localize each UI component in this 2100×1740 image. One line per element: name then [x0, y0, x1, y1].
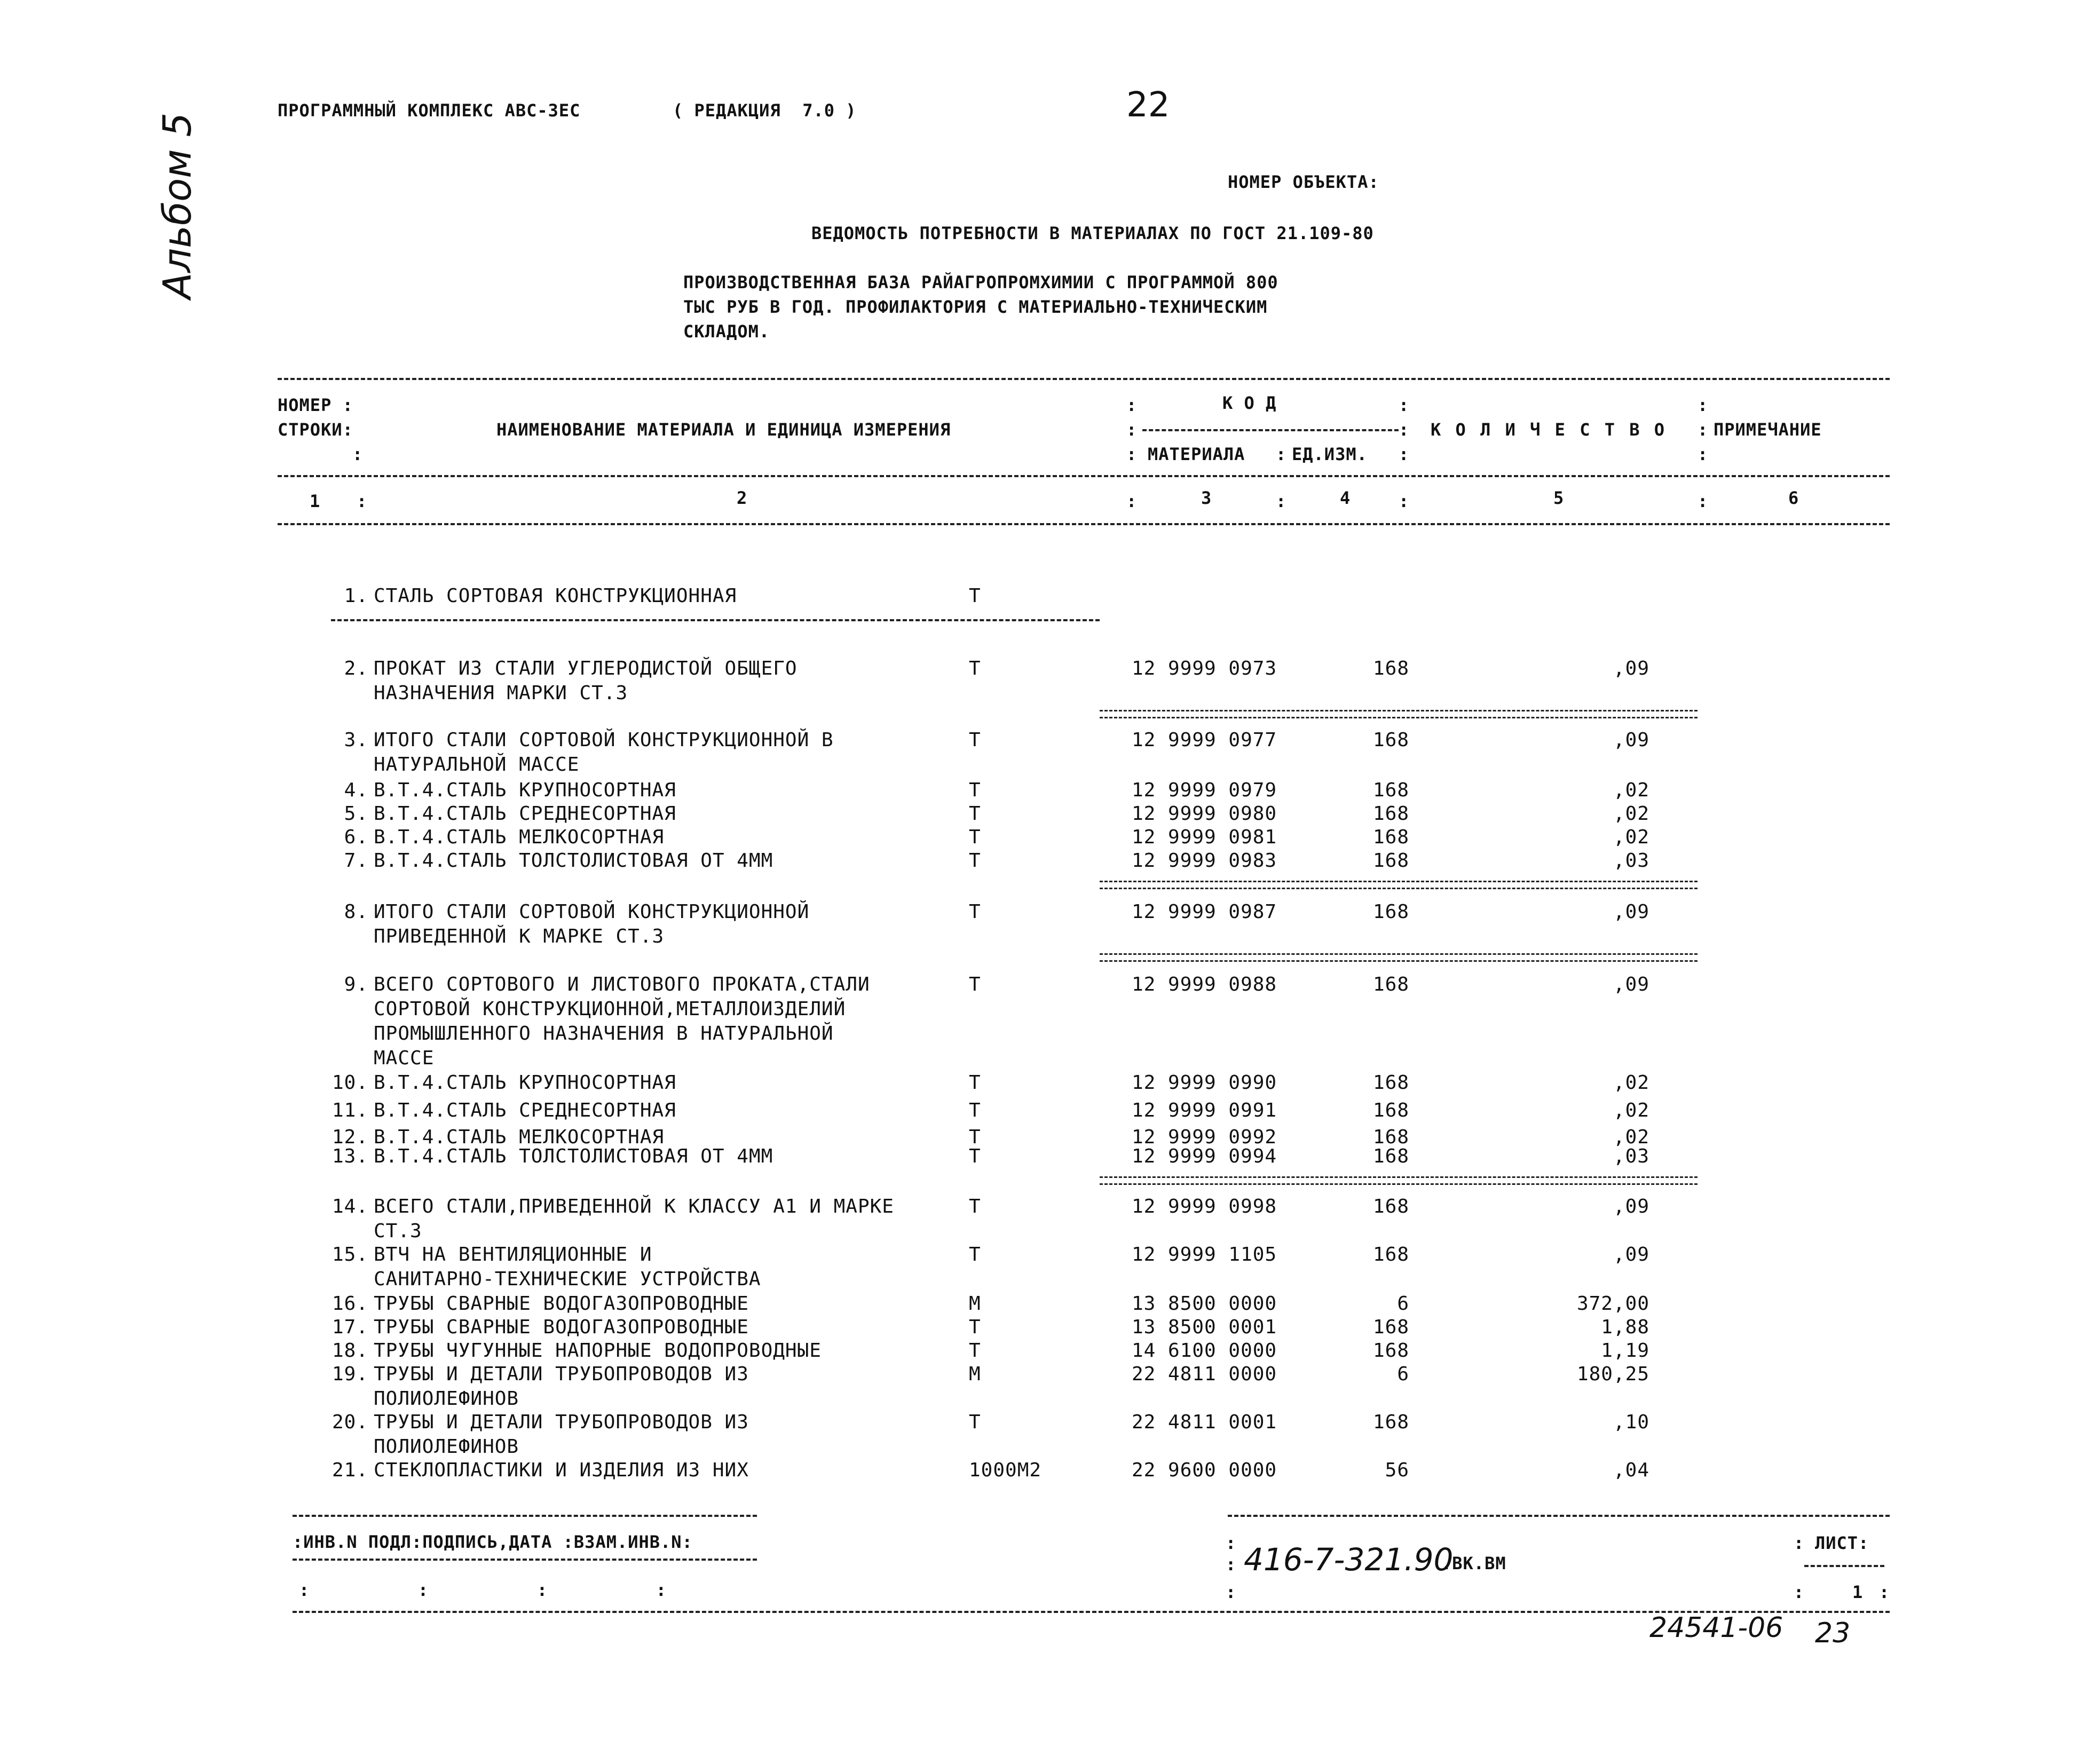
row-unit: 1000М2: [969, 1459, 1042, 1481]
row-unit: М: [969, 1363, 981, 1385]
row-unit-code: 6: [1397, 1293, 1409, 1315]
row-number: 3.: [344, 729, 368, 751]
row-unit: Т: [969, 803, 981, 825]
header-code-colon-e: :: [1126, 444, 1138, 464]
row-name: В.Т.4.СТАЛЬ СРЕДНЕСОРТНАЯ: [374, 1100, 676, 1121]
row-code: 12 9999 0981: [1132, 826, 1277, 848]
row-name: В.Т.4.СТАЛЬ МЕЛКОСОРТНАЯ: [374, 826, 665, 848]
sheet-colon-c: :: [1879, 1582, 1890, 1602]
subtitle-line-1: ПРОИЗВОДСТВЕННАЯ БАЗА РАЙАГРОПРОМХИМИИ С ПРОГРАММОЙ 800: [683, 272, 1278, 292]
row-unit-code: 168: [1372, 658, 1409, 679]
sheet-number: 1: [1852, 1582, 1864, 1602]
row-unit-code: 168: [1372, 901, 1409, 923]
stamp-labels: :ИНВ.N ПОДЛ:ПОДПИСЬ,ДАТА :ВЗАМ.ИНВ.N:: [293, 1532, 693, 1552]
row-unit: Т: [969, 1316, 981, 1338]
row-number: 6.: [344, 826, 368, 848]
stamp-top-rule-left: [293, 1515, 757, 1517]
table-row: [0, 584, 2100, 632]
row-quantity: ,04: [1613, 1459, 1649, 1481]
row-number: 13.: [331, 1145, 368, 1167]
row-code: 12 9999 0991: [1132, 1100, 1277, 1121]
subtitle-line-3: СКЛАДОМ.: [683, 321, 770, 342]
row-quantity: ,02: [1613, 779, 1649, 801]
row-code: 12 9999 0979: [1132, 779, 1277, 801]
row-unit-code: 168: [1372, 803, 1409, 825]
colnum-6-colon: :: [1698, 491, 1709, 511]
row-quantity: ,02: [1613, 826, 1649, 848]
colnum-1: 1: [310, 491, 321, 511]
header-code-material: МАТЕРИАЛА: [1148, 444, 1245, 464]
header-code-colon-f: :: [1276, 444, 1287, 464]
row-unit: Т: [969, 1196, 981, 1217]
row-number: 5.: [344, 803, 368, 825]
row-code: 12 9999 0998: [1132, 1196, 1277, 1217]
row-quantity: ,09: [1613, 1196, 1649, 1217]
row-code: 14 6100 0000: [1132, 1340, 1277, 1362]
header-code-colon-b: :: [1399, 395, 1410, 415]
row-number: 9.: [344, 974, 368, 995]
row-unit: Т: [969, 1411, 981, 1433]
row-unit: Т: [969, 901, 981, 923]
sheet-rule: [1804, 1565, 1884, 1567]
table-top-rule: [278, 378, 1890, 380]
row-unit-code: 168: [1372, 974, 1409, 995]
table-row: [0, 1410, 2100, 1458]
row-unit: Т: [969, 658, 981, 679]
doc-colon-b: :: [1226, 1554, 1237, 1575]
row-name: В.Т.4.СТАЛЬ КРУПНОСОРТНАЯ: [374, 1072, 676, 1094]
row-number: 11.: [331, 1100, 368, 1121]
doc-colon-c: :: [1226, 1582, 1237, 1602]
header-mid-rule: [278, 475, 1890, 477]
page-number: 22: [1126, 85, 1170, 125]
row-unit-code: 56: [1385, 1459, 1409, 1481]
row-unit: Т: [969, 1100, 981, 1121]
row-quantity: ,02: [1613, 1072, 1649, 1094]
row-number: 17.: [331, 1316, 368, 1338]
header-col1-colon: :: [352, 444, 364, 464]
row-code: 12 9999 0990: [1132, 1072, 1277, 1094]
row-number: 14.: [331, 1196, 368, 1217]
header-code-group: К О Д: [1222, 393, 1277, 413]
table-row: [0, 1362, 2100, 1410]
row-unit-code: 168: [1372, 1411, 1409, 1433]
row-code: 12 9999 0992: [1132, 1126, 1277, 1148]
row-unit-code: 168: [1372, 1126, 1409, 1148]
header-bottom-rule: [278, 523, 1890, 525]
header-col2: НАИМЕНОВАНИЕ МАТЕРИАЛА И ЕДИНИЦА ИЗМЕРЕНИЯ: [496, 420, 951, 440]
row-number: 19.: [331, 1363, 368, 1385]
row-code: 12 9999 0980: [1132, 803, 1277, 825]
colnum-2: 2: [737, 488, 748, 508]
row-quantity: ,09: [1613, 658, 1649, 679]
table-row: [0, 1144, 2100, 1192]
row-number: 8.: [344, 901, 368, 923]
row-quantity: ,02: [1613, 803, 1649, 825]
row-unit-code: 168: [1372, 779, 1409, 801]
sheet-label: ЛИСТ:: [1815, 1533, 1869, 1553]
row-number: 15.: [331, 1244, 368, 1266]
total-rule: [1100, 953, 1698, 962]
row-name: В.Т.4.СТАЛЬ ТОЛСТОЛИСТОВАЯ ОТ 4ММ: [374, 850, 773, 872]
row-unit: Т: [969, 974, 981, 995]
row-unit: Т: [969, 1072, 981, 1094]
row-unit: М: [969, 1293, 981, 1315]
row-name: В.Т.4.СТАЛЬ СРЕДНЕСОРТНАЯ: [374, 803, 676, 825]
row-code: 12 9999 0983: [1132, 850, 1277, 872]
colnum-6: 6: [1788, 488, 1799, 508]
header-code-colon-d: :: [1399, 420, 1410, 440]
row-code: 13 8500 0000: [1132, 1293, 1277, 1315]
row-name: ИТОГО СТАЛИ СОРТОВОЙ КОНСТРУКЦИОННОЙ В НАТУРАЛЬНОЙ МАССЕ: [374, 729, 834, 776]
row-quantity: ,09: [1613, 1244, 1649, 1266]
stamp-top-rule-right: [1228, 1515, 1890, 1517]
row-quantity: ,02: [1613, 1126, 1649, 1148]
row-unit-code: 168: [1372, 1145, 1409, 1167]
row-code: 22 4811 0000: [1132, 1363, 1277, 1385]
header-col1-line2: СТРОКИ:: [278, 420, 353, 440]
row-quantity: ,10: [1613, 1411, 1649, 1433]
row-number: 7.: [344, 850, 368, 872]
row-unit-code: 6: [1397, 1363, 1409, 1385]
row-name: В.Т.4.СТАЛЬ ТОЛСТОЛИСТОВАЯ ОТ 4ММ: [374, 1145, 773, 1167]
total-rule: [1100, 881, 1698, 889]
doc-suffix: .ВК.ВМ: [1441, 1553, 1506, 1573]
row-quantity: 372,00: [1576, 1293, 1649, 1315]
row-unit-code: 168: [1372, 826, 1409, 848]
row-unit-code: 168: [1372, 1244, 1409, 1266]
stamp-colons: : : : :: [299, 1580, 667, 1600]
row-quantity: ,09: [1613, 729, 1649, 751]
row-quantity: ,03: [1613, 1145, 1649, 1167]
row-code: 12 9999 0994: [1132, 1145, 1277, 1167]
row-number: 12.: [331, 1126, 368, 1148]
header-code-colon-c: :: [1126, 420, 1138, 440]
doc-code: 416-7-321.90: [1244, 1541, 1454, 1578]
row-name: В.Т.4.СТАЛЬ КРУПНОСОРТНАЯ: [374, 779, 676, 801]
document-title: ВЕДОМОСТЬ ПОТРЕБНОСТИ В МАТЕРИАЛАХ ПО ГОСТ 21.109-80: [811, 223, 1374, 243]
row-code: 12 9999 0988: [1132, 974, 1277, 995]
table-row: [0, 849, 2100, 897]
row-name: ТРУБЫ ЧУГУННЫЕ НАПОРНЫЕ ВОДОПРОВОДНЫЕ: [374, 1340, 822, 1362]
row-unit: Т: [969, 729, 981, 751]
row-number: 21.: [331, 1459, 368, 1481]
row-code: 22 4811 0001: [1132, 1411, 1277, 1433]
table-row: [0, 657, 2100, 705]
colnum-5: 5: [1553, 488, 1565, 508]
row-name: ВСЕГО СОРТОВОГО И ЛИСТОВОГО ПРОКАТА,СТАЛИ СОРТОВОЙ КОНСТРУКЦИОННОЙ,МЕТАЛЛОИЗДЕЛИЙ ПРОМЫШЛЕННОГО НАЗНАЧЕНИЯ В НАТУРАЛЬНОЙ МАССЕ: [374, 974, 870, 1069]
row-number: 16.: [331, 1293, 368, 1315]
colnum-3: 3: [1201, 488, 1212, 508]
colnum-1-colon: :: [357, 491, 368, 511]
header-note-colon-a: :: [1698, 395, 1709, 415]
row-name: В.Т.4.СТАЛЬ МЕЛКОСОРТНАЯ: [374, 1126, 665, 1148]
colnum-4-colon: :: [1276, 491, 1287, 511]
row-rule: [331, 619, 1100, 621]
total-rule: [1100, 710, 1698, 718]
row-unit-code: 168: [1372, 729, 1409, 751]
row-unit: Т: [969, 779, 981, 801]
row-name: ТРУБЫ И ДЕТАЛИ ТРУБОПРОВОДОВ ИЗ ПОЛИОЛЕФИНОВ: [374, 1411, 749, 1458]
handwritten-page: 23: [1815, 1617, 1851, 1649]
row-name: ПРОКАТ ИЗ СТАЛИ УГЛЕРОДИСТОЙ ОБЩЕГО НАЗНАЧЕНИЯ МАРКИ СТ.3: [374, 658, 798, 704]
row-unit: Т: [969, 850, 981, 872]
header-code-colon-g: :: [1399, 444, 1410, 464]
row-code: 22 9600 0000: [1132, 1459, 1277, 1481]
header-col1-line1: НОМЕР :: [278, 395, 353, 415]
row-number: 18.: [331, 1340, 368, 1362]
row-name: ИТОГО СТАЛИ СОРТОВОЙ КОНСТРУКЦИОННОЙ ПРИВЕДЕННОЙ К МАРКЕ СТ.3: [374, 901, 810, 947]
colnum-5-colon: :: [1399, 491, 1410, 511]
table-row: [0, 1458, 2100, 1506]
table-row: [0, 972, 2100, 1069]
header-note: ПРИМЕЧАНИЕ: [1714, 420, 1822, 440]
album-label: Альбом 5: [155, 112, 200, 299]
header-note-colon-c: :: [1698, 444, 1709, 464]
row-unit: Т: [969, 1145, 981, 1167]
subtitle-line-2: ТЫС РУБ В ГОД. ПРОФИЛАКТОРИЯ С МАТЕРИАЛЬНО-ТЕХНИЧЕСКИМ: [683, 297, 1268, 317]
colnum-3-colon: :: [1126, 491, 1138, 511]
object-number-label: НОМЕР ОБЪЕКТА:: [1228, 172, 1379, 192]
table-row: [0, 728, 2100, 776]
row-quantity: 180,25: [1576, 1363, 1649, 1385]
header-code-unit: ЕД.ИЗМ.: [1292, 444, 1368, 464]
row-code: 12 9999 0973: [1132, 658, 1277, 679]
row-unit: Т: [969, 1340, 981, 1362]
row-name: ВТЧ НА ВЕНТИЛЯЦИОННЫЕ И САНИТАРНО-ТЕХНИЧЕСКИЕ УСТРОЙСТВА: [374, 1244, 761, 1290]
table-row: [0, 1243, 2100, 1291]
header-note-colon-b: :: [1698, 420, 1709, 440]
row-number: 2.: [344, 658, 368, 679]
row-code: 12 9999 0987: [1132, 901, 1277, 923]
row-name: ТРУБЫ И ДЕТАЛИ ТРУБОПРОВОДОВ ИЗ ПОЛИОЛЕФИНОВ: [374, 1363, 749, 1410]
row-number: 20.: [331, 1411, 368, 1433]
row-name: ТРУБЫ СВАРНЫЕ ВОДОГАЗОПРОВОДНЫЕ: [374, 1316, 749, 1338]
row-name: ВСЕГО СТАЛИ,ПРИВЕДЕННОЙ К КЛАССУ А1 И МАРКЕ СТ.3: [374, 1196, 894, 1242]
row-name: СТАЛЬ СОРТОВАЯ КОНСТРУКЦИОННАЯ: [374, 585, 737, 607]
row-number: 4.: [344, 779, 368, 801]
row-code: 12 9999 0977: [1132, 729, 1277, 751]
row-unit: Т: [969, 1126, 981, 1148]
row-quantity: ,09: [1613, 974, 1649, 995]
sheet-colon-b: :: [1794, 1582, 1805, 1602]
row-unit-code: 168: [1372, 1340, 1409, 1362]
header-code-colon-a: :: [1126, 395, 1138, 415]
row-quantity: ,09: [1613, 901, 1649, 923]
row-quantity: 1,19: [1601, 1340, 1649, 1362]
table-row: [0, 900, 2100, 948]
program-name: ПРОГРАММНЫЙ КОМПЛЕКС АВС-3ЕС: [278, 100, 581, 121]
sheet-colon-a: :: [1794, 1533, 1805, 1553]
row-code: 12 9999 1105: [1132, 1244, 1277, 1266]
row-unit-code: 168: [1372, 1100, 1409, 1121]
row-unit-code: 168: [1372, 850, 1409, 872]
row-unit: Т: [969, 826, 981, 848]
doc-colon-a: :: [1226, 1533, 1237, 1553]
program-edition: ( РЕДАКЦИЯ 7.0 ): [673, 100, 857, 121]
row-unit: Т: [969, 585, 981, 607]
header-quantity: К О Л И Ч Е С Т В О: [1431, 420, 1667, 440]
row-number: 10.: [331, 1072, 368, 1094]
row-quantity: ,02: [1613, 1100, 1649, 1121]
row-unit-code: 168: [1372, 1196, 1409, 1217]
table-row: [0, 1195, 2100, 1243]
row-number: 1.: [344, 585, 368, 607]
row-name: ТРУБЫ СВАРНЫЕ ВОДОГАЗОПРОВОДНЫЕ: [374, 1293, 749, 1315]
row-unit: Т: [969, 1244, 981, 1266]
row-quantity: 1,88: [1601, 1316, 1649, 1338]
total-rule: [1100, 1176, 1698, 1185]
row-name: СТЕКЛОПЛАСТИКИ И ИЗДЕЛИЯ ИЗ НИХ: [374, 1459, 749, 1481]
header-code-rule: [1142, 429, 1399, 431]
row-quantity: ,03: [1613, 850, 1649, 872]
row-unit-code: 168: [1372, 1316, 1409, 1338]
stamp-mid-rule-left: [293, 1559, 757, 1561]
colnum-4: 4: [1340, 488, 1351, 508]
row-unit-code: 168: [1372, 1072, 1409, 1094]
row-code: 13 8500 0001: [1132, 1316, 1277, 1338]
handwritten-number: 24541-06: [1649, 1612, 1783, 1644]
